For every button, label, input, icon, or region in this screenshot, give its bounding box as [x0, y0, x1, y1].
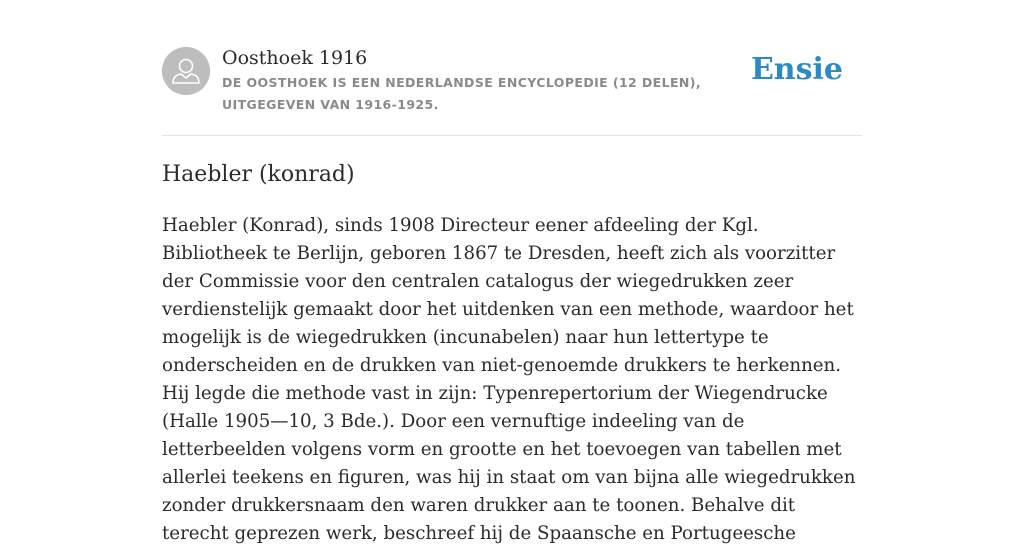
article-body: Haebler (Konrad), sinds 1908 Directeur eener afdeeling der Kgl. Bibliotheek te Berlijn, geboren 1867 te Dresden, heeft zich als voorzitter der Commissie voor den centralen catalogus der wiegedrukken zeer verdienstelijk gemaakt door het uitdenken van een methode, waardoor het mogelijk is de wiegedrukken (incunabelen) naar hun lettertype te onderscheiden en de drukken van niet-genoemde drukkers te herkennen. Hij legde die methode vast in zijn: Typenrepertorium der Wiegendrucke (Halle 1905—10, 3 Bde.). Door een vernuftige indeeling van de letterbeelden volgens vorm en grootte en het toevoegen van tabellen met allerlei teekens en figuren, was hij in staat om van bijna alle wiegedrukken zonder drukkersnaam den waren drukker aan te toonen. Behalve dit terecht geprezen werk, beschreef hij de Spaansche en Portugeesche — [162, 215, 856, 544]
article-title: Haebler (konrad) — [162, 162, 355, 187]
source-header — [162, 46, 862, 136]
header-divider — [162, 135, 862, 136]
ensie-logo[interactable]: Ensie — [750, 52, 843, 87]
source-description: DE OOSTHOEK IS EEN NEDERLANDSE ENCYCLOPEDIE (12 DELEN), UITGEGEVEN VAN 1916-1925. — [222, 75, 702, 112]
source-title[interactable]: Oosthoek 1916 — [222, 47, 368, 69]
user-silhouette-icon[interactable] — [162, 47, 210, 95]
